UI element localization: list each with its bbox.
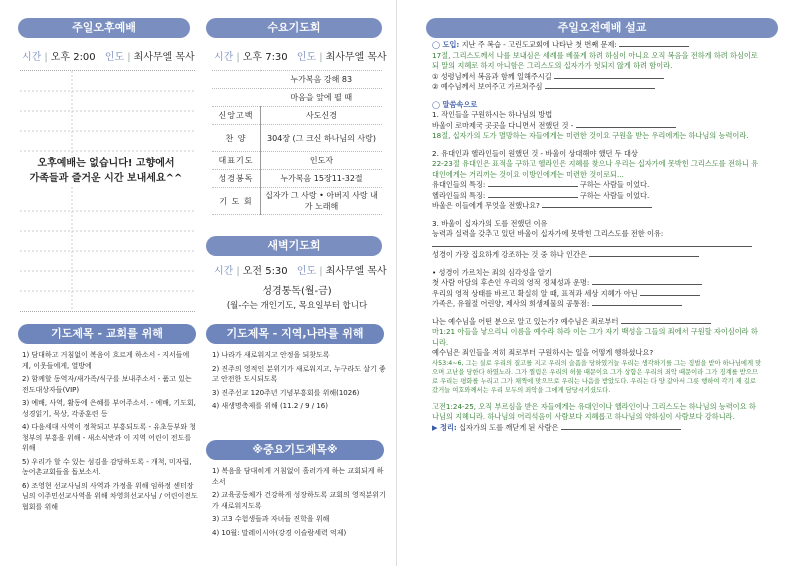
section-3-line: 능력과 실력을 갖추고 있던 바울이 십자가에 못박힌 그리스도를 전한 이유: (432, 229, 664, 238)
section-3-b2: 우리의 영적 상태를 바르고 확실히 알 때, 표적과 세상 지혜가 아닌 (432, 288, 638, 298)
order-value: 누가복음 15장11-32절 (261, 170, 383, 188)
dawn-time-line: 시간 | 오전 5:30 인도 | 최사무엘 목사 (214, 266, 387, 277)
section-2-a: 유대인들의 특징: (432, 180, 486, 189)
section-4-line: 예수님은 죄인들을 저히 죄로부터 구원하시는 일을 어떻게 행하셨나요? (432, 348, 654, 357)
leader-value: 최사무엘 목사 (325, 52, 387, 63)
order-row (212, 125, 382, 152)
sermon-notes (432, 40, 762, 433)
list-item: 3) 진주선교 120주년 기념부흥회를 위해(1026) (212, 388, 360, 397)
time-value: 오후 7:30 (242, 52, 288, 63)
section-3-b3: 가족은, 유월절 어린양, 제사의 희생제물의 공통점: (432, 299, 590, 308)
list-item: 2) 진주의 영적인 분위기가 새로워지고, 누구라도 살기 좋고 안전한 도시되도록 (212, 364, 386, 383)
wednesday-order-table (212, 70, 382, 215)
main-label: ◯ 말씀속으로 (432, 99, 478, 109)
time-value: 오후 2:00 (50, 52, 96, 63)
order-row (212, 188, 382, 215)
list-item: 4) 10월: 말레이시아(강경 이슬람세력 억제) (212, 528, 347, 537)
section-2-title: 2. 유대인과 헬라인들이 원했던 것 - 바울이 상대해야 했던 두 대상 (432, 148, 638, 158)
dawn-line-1: 성경통독(월-금) (262, 286, 332, 297)
time-label: 시간 (22, 52, 42, 63)
list-item: 1) 나라가 새로워지고 안정을 되찾도록 (212, 351, 330, 359)
leader-label: 인도 (296, 266, 317, 277)
section-2-a2: 구하는 사람들 이었다. (579, 180, 650, 189)
intro-verse: 17절, 그리스도께서 나를 보내심은 세례를 베풀게 하려 하심이 아니요 오직 복음을 전하게 하려 하심이로되 말의 지혜로 하지 아니함은 그리스도의 십자가가 헛되지 않게 하려 함이라. (432, 50, 758, 70)
order-value: 인도자 (261, 152, 383, 170)
leader-label: 인도 (104, 52, 125, 63)
order-key: 기 도 회 (212, 188, 261, 215)
time-label: 시간 (214, 52, 234, 63)
list-item: 4) 새생명축제를 위해 (11.2 / 9 / 16) (212, 402, 328, 410)
prayer-key-header: ※중요기도제목※ (206, 440, 384, 460)
dawn-line-2: (월-수는 개인기도, 목요일부터 합니다 (226, 301, 368, 311)
section-3-line-2: 성경이 가장 집요하게 강조하는 것 중 하나 인간은 (432, 250, 587, 259)
intro-point-2: ② 예수님께서 보여주고 가르쳐주심 (432, 82, 543, 91)
intro-question: 지난 주 복습 - 고린도교회에 나타난 첫 번째 문제: (461, 40, 617, 49)
dawn-prayer-header: 새벽기도회 (206, 236, 382, 256)
list-item: 3) 예배, 사역, 활동에 은혜를 부어주소서. - 예배, 기도회, 성경읽기, 묵상, 각종훈련 등 (22, 399, 196, 418)
sermon-header: 주일오전예배 설교 (426, 18, 778, 38)
order-key: 대표기도 (212, 152, 261, 170)
list-item: 2) 교육공동체가 건강하게 성장하도록 교회의 영적분위기가 새로워지도록 (212, 491, 386, 510)
afternoon-note (14, 156, 198, 186)
list-item: 1) 담대하고 거침없이 복음이 흐르게 하소서 - 지서들에게, 이웃들에게, 열방에 (22, 351, 190, 370)
section-4-verse-2: 사53:4~6, 그는 실로 우리의 질고를 지고 우리의 슬픔을 당하였거늘 우리는 생각하기를 그는 징벌을 받아 하나님에게 맞으며 고난을 당한다 하였노라. 그가 찔림은 우리의 허물 때문이요 그가 상함은 우리의 죄악 때문이라 그가 징계를 받으므로 우리는 평화를 누리고 그가 채찍에 맞으므로 우리는 나음을 받았도다. 우리는 다 양 같아서 그릇 행하여 각기 제 길로 갔거늘 여호와께서는 우리 모두의 죄악을 그에게 담당시키셨도다. (432, 359, 762, 394)
section-1-verse: 18절, 십자가의 도가 멸망하는 자들에게는 미련한 것이요 구원을 받는 우리에게는 하나님의 능력이라. (432, 131, 749, 140)
intro-point-1: ① 성령님께서 복음과 함께 일해주시길 (432, 71, 552, 81)
section-3-title: 3. 바울이 십자가의 도를 전했던 이유 (432, 218, 548, 228)
order-row (212, 152, 382, 170)
section-4-question: 나는 예수님을 어떤 분으로 알고 있는가? 예수님은 죄로부터 (432, 316, 619, 326)
section-1-line: 바울이 로마제국 곳곳을 다니면서 전했던 것 - (432, 120, 574, 130)
prayer-key-list (212, 466, 386, 541)
order-row (212, 89, 382, 107)
list-item: 6) 조영현 선교사님의 사역과 가정을 위해 임하정 센터장님의 이주민선교사역을 위해 차영희선교사님 / 어린이전도협회를 위해 (22, 481, 198, 511)
time-value: 오전 5:30 (242, 266, 288, 277)
order-value: 마음을 앞에 펼 때 (261, 89, 383, 107)
order-row (212, 170, 382, 188)
section-2-b2: 구하는 사람들 이었다. (579, 190, 650, 200)
section-2-verse: 22-23절 유대인은 표적을 구하고 헬라인은 지혜를 찾으나 우리는 십자가에 못박힌 그리스도를 전하니 유대인에게는 거리끼는 것이요 이방인에게는 미련한 것이로되... (432, 159, 759, 179)
conclusion-text: 십자가의 도를 깨닫게 된 사람은 (459, 422, 559, 432)
conclusion-label: ▶ 정리: (432, 422, 457, 432)
list-item: 3) 고3 수험생들과 자녀들 진학을 위해 (212, 515, 330, 523)
dawn-note (206, 284, 388, 314)
prayer-nation-list (212, 350, 386, 415)
section-4-verse: 마1:21 아들을 낳으리니 이름을 예수라 하라 이는 그가 자기 백성을 그들의 죄에서 구원할 자이심이라 하니라. (432, 327, 758, 347)
prayer-nation-header: 기도제목 - 지역,나라를 위해 (206, 324, 384, 344)
section-3-bullet: • 성경이 가르치는 죄의 심각성을 알기 (432, 267, 552, 277)
order-value: 사도신경 (261, 107, 383, 125)
afternoon-service-header: 주일오후예배 (18, 18, 190, 38)
order-key: 신앙고백 (212, 107, 261, 125)
order-value: 304장 (그 크신 하나님의 사랑) (261, 125, 383, 152)
prayer-church-list (22, 350, 198, 515)
note-line-1: 오후예배는 없습니다! 고향에서 (37, 158, 175, 169)
note-line-2: 가족들과 즐거운 시간 보내세요^^ (29, 173, 183, 184)
leader-value: 최사무엘 목사 (133, 52, 195, 63)
list-item: 1) 복음을 담대히게 거침없이 흘러가게 하는 교회되게 하소서 (212, 467, 384, 486)
leader-label: 인도 (296, 52, 317, 63)
section-2-b: 헬라인들의 특징: (432, 190, 486, 200)
order-value: 십자가 그 사랑 • 아버지 사랑 내가 노래해 (261, 188, 383, 215)
afternoon-time-line: 시간 | 오후 2:00 인도 | 최사무엘 목사 (22, 52, 195, 63)
order-key (212, 89, 261, 107)
prayer-church-header: 기도제목 - 교회를 위해 (18, 324, 196, 344)
wednesday-time-line: 시간 | 오후 7:30 인도 | 최사무엘 목사 (214, 52, 387, 63)
intro-label: ◯ 도입: (432, 40, 460, 49)
section-1-title: 1. 작인들을 구원하시는 하나님의 방법 (432, 110, 553, 119)
section-3-b1: 첫 사람 아담의 후손인 우리의 영적 정체성과 운명: (432, 278, 590, 287)
list-item: 4) 다음세대 사역이 정착되고 부흥되도록 - 유초등부와 청청부의 부흥을 위해 - 새소식반과 이 지역 어린이 전도를 위해 (22, 423, 197, 452)
order-key (212, 71, 261, 89)
order-row (212, 107, 382, 125)
order-row (212, 71, 382, 89)
leader-value: 최사무엘 목사 (325, 266, 387, 277)
time-label: 시간 (214, 266, 234, 277)
list-item: 5) 우리가 할 수 있는 섬김을 감당하도록 - 개척, 미자립, 농어촌교회들을 돕보소서. (22, 457, 192, 476)
section-5-verse: 고전1:24-25, 오직 부르심을 받은 자들에게는 유대인이나 헬라인이나 그리스도는 하나님의 능력이요 하나님의 지혜니라. 하나님의 어리석음이 사람보다 지혜롭고 하나님의 약하심이 사람보다 강하니라. (432, 401, 756, 421)
list-item: 2) 함께할 동역자/새가족/식구를 보내주소서 - 품고 있는 전도대상자들(VIP) (22, 375, 192, 394)
order-key: 성경봉독 (212, 170, 261, 188)
wednesday-prayer-header: 수요기도회 (206, 18, 382, 38)
order-value: 누가복음 강해 83 (261, 71, 383, 89)
order-key: 찬 양 (212, 125, 261, 152)
afternoon-blank-area (20, 70, 195, 312)
left-page (0, 0, 397, 566)
section-2-c: 바울은 이들에게 무엇을 전했나요? (432, 201, 540, 210)
